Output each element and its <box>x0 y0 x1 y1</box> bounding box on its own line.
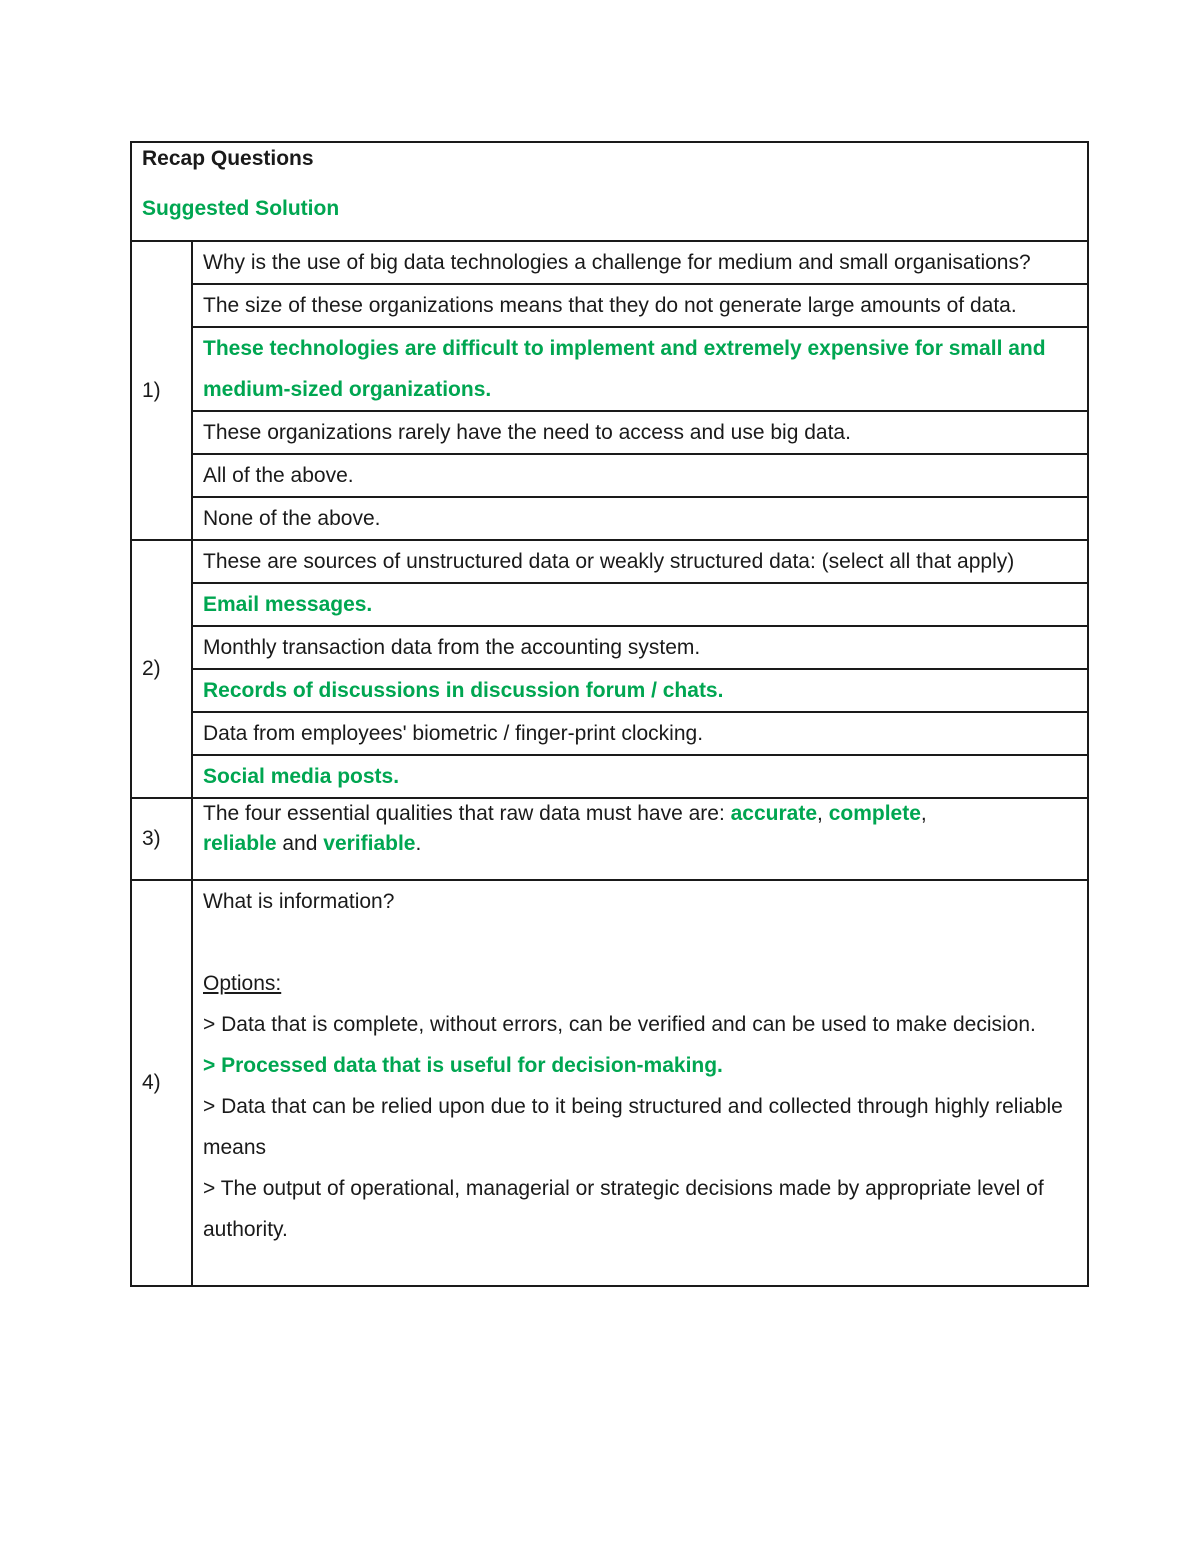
q4-content <box>192 880 1088 1286</box>
q2-row-option <box>131 712 1088 755</box>
q3-sep: , <box>920 802 927 825</box>
q3-row <box>131 798 1088 880</box>
q1-row-option <box>131 284 1088 327</box>
q4-row <box>131 880 1088 1286</box>
q1-option-3: These organizations rarely have the need to access and use big data. <box>192 411 1088 454</box>
q3-quality-reliable: reliable <box>203 832 277 855</box>
q2-row-option <box>131 626 1088 669</box>
q3-quality-accurate: accurate <box>730 802 818 825</box>
q4-spacer <box>203 922 1077 963</box>
q3-quality-complete: complete <box>828 802 921 825</box>
q4-options-label: Options: <box>203 972 282 995</box>
q4-option-2-correct: > Processed data that is useful for decision-making. <box>203 1054 723 1077</box>
q1-question: Why is the use of big data technologies a challenge for medium and small organisations? <box>192 241 1088 284</box>
q2-option-4: Data from employees' biometric / finger-print clocking. <box>192 712 1088 755</box>
q1-row-option <box>131 454 1088 497</box>
q2-option-1-correct: Email messages. <box>192 583 1088 626</box>
q1-row-option <box>131 497 1088 540</box>
header-row <box>131 142 1088 241</box>
q3-number: 3) <box>131 798 192 880</box>
q4-question: What is information? <box>203 890 395 913</box>
q2-row-option <box>131 755 1088 798</box>
q2-row-option <box>131 583 1088 626</box>
q1-option-5: None of the above. <box>192 497 1088 540</box>
q1-option-2-correct: These technologies are difficult to implement and extremely expensive for small and medium-sized organizations. <box>192 327 1088 411</box>
q1-option-4: All of the above. <box>192 454 1088 497</box>
q4-option-4: > The output of operational, managerial or strategic decisions made by appropriate level of authority. <box>203 1177 1044 1241</box>
q1-row-option <box>131 327 1088 411</box>
q3-and: and <box>276 832 324 855</box>
q2-number: 2) <box>131 540 192 798</box>
q3-statement <box>192 798 1088 880</box>
q2-option-5-correct: Social media posts. <box>192 755 1088 798</box>
q4-number: 4) <box>131 880 192 1286</box>
q2-question: These are sources of unstructured data or weakly structured data: (select all that apply) <box>192 540 1088 583</box>
recap-table <box>130 141 1089 1287</box>
q2-option-2: Monthly transaction data from the accounting system. <box>192 626 1088 669</box>
q1-option-1: The size of these organizations means that they do not generate large amounts of data. <box>192 284 1088 327</box>
q2-option-3-correct: Records of discussions in discussion forum / chats. <box>192 669 1088 712</box>
q4-option-3: > Data that can be relied upon due to it being structured and collected through highly reliable means <box>203 1095 1063 1159</box>
q3-sep: , <box>817 802 829 825</box>
q3-end: . <box>415 832 422 855</box>
q1-number: 1) <box>131 241 192 540</box>
q1-row-question <box>131 241 1088 284</box>
q1-row-option <box>131 411 1088 454</box>
q4-option-1: > Data that is complete, without errors, can be verified and can be used to make decision. <box>203 1013 1036 1036</box>
table-title: Recap Questions <box>142 147 314 170</box>
q3-lead: The four essential qualities that raw data must have are: <box>203 802 731 825</box>
q2-row-option <box>131 669 1088 712</box>
table-subtitle: Suggested Solution <box>142 197 340 220</box>
q3-quality-verifiable: verifiable <box>323 832 416 855</box>
q2-row-question <box>131 540 1088 583</box>
header-cell <box>131 142 1088 241</box>
